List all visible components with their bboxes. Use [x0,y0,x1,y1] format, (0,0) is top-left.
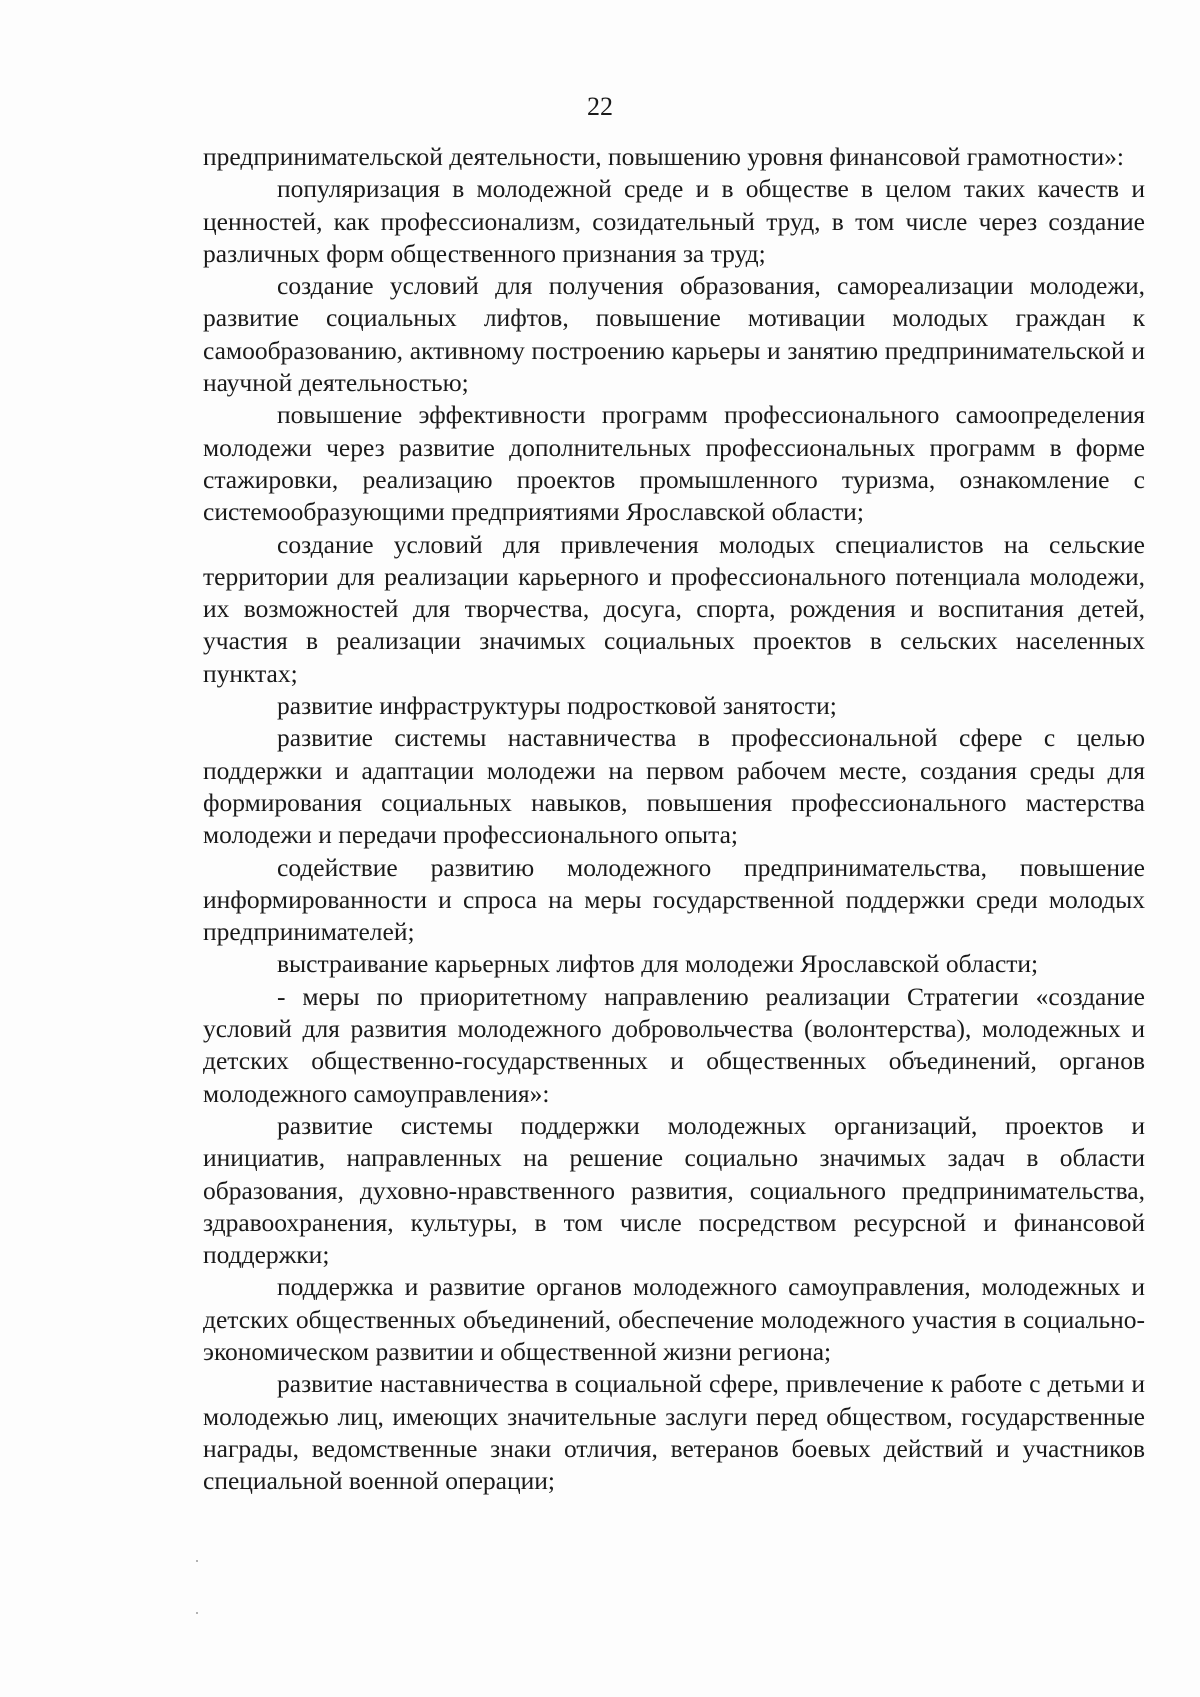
paragraph: развитие инфраструктуры подростковой занятости; [277,691,837,721]
paragraph: развитие системы наставничества в профессиональной сфере с целью поддержки и адаптации молодежи на первом рабочем месте, создания среды для формирования социальных навыков, повышения профессионального мастерства молодежи и передачи профессионального опыта; [203,723,1145,850]
paragraph: поддержка и развитие органов молодежного самоуправления, молодежных и детских общественных объединений, обеспечение молодежного участия в социально-экономическом развитии и общественной жизни региона; [203,1272,1145,1366]
paragraph: повышение эффективности программ профессионального самоопределения молодежи через развитие дополнительных профессиональных программ в форме стажировки, реализацию проектов промышленного туризма, ознакомление с системообразующими предприятиями Ярославской области; [203,400,1145,527]
document-body [203,141,1145,1497]
paragraph: популяризация в молодежной среде и в обществе в целом таких качеств и ценностей, как профессионализм, созидательный труд, в том числе через создание различных форм общественного признания за труд; [203,174,1145,268]
paragraph: развитие системы поддержки молодежных организаций, проектов и инициатив, направленных на решение социально значимых задач в области образования, духовно-нравственного развития, социального предпринимательства, здравоохранения, культуры, в том числе посредством ресурсной и финансовой поддержки; [203,1110,1145,1270]
paragraph: выстраивание карьерных лифтов для молодежи Ярославской области; [277,949,1039,979]
paragraph: создание условий для получения образования, самореализации молодежи, развитие социальных лифтов, повышение мотивации молодых граждан к самообразованию, активному построению карьеры и занятию предпринимательской и научной деятельностью; [203,271,1145,398]
paragraph-priority-heading: - меры по приоритетному направлению реализации Стратегии «создание условий для развития молодежного добровольчества (волонтерства), молодежных и детских общественно-государственных и общественных объединений, органов молодежного самоуправления»: [203,981,1145,1108]
paragraph: развитие наставничества в социальной сфере, привлечение к работе с детьми и молодежью лиц, имеющих значительные заслуги перед обществом, государственные награды, ведомственные знаки отличия, ветеранов боевых действий и участников специальной военной операции; [203,1369,1145,1496]
scan-speck [196,1560,198,1562]
page-number: 22 [587,92,613,121]
paragraph-continuation: предпринимательской деятельности, повышению уровня финансовой грамотности»: [203,142,1125,171]
paragraph: содействие развитию молодежного предпринимательства, повышение информированности и спроса на меры государственной поддержки среди молодых предпринимателей; [203,852,1145,947]
paragraph: создание условий для привлечения молодых специалистов на сельские территории для реализации карьерного и профессионального потенциала молодежи, их возможностей для творчества, досуга, спорта, рождения и воспитания детей, участия в реализации значимых социальных проектов в сельских населенных пунктах; [203,529,1145,688]
scan-speck [196,1612,198,1614]
